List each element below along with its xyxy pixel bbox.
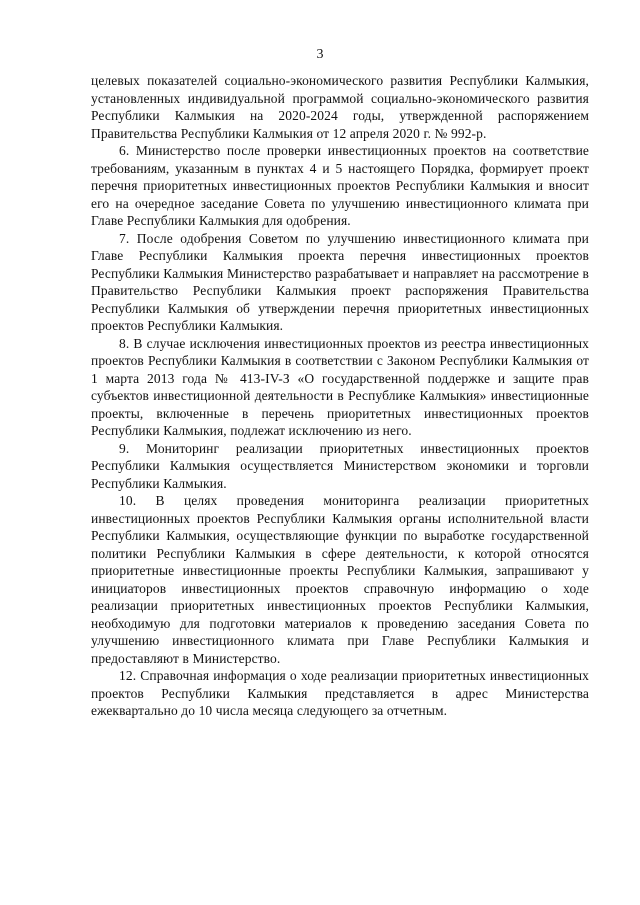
page-number: 3 xyxy=(316,47,324,62)
paragraph-10: 10. В целях проведения мониторинга реализации приоритетных инвестиционных проектов Республики Калмыкия органы исполнительной власти Республики Калмыкия, осуществляющие функции по выработке государственной политики Республики Калмыкия в сфере деятельности, к которой относятся приоритетные инвестиционные проекты Республики Калмыкия, запрашивают у инициаторов инвестиционных проектов справочную информацию о ходе реализации приоритетных инвестиционных проектов Республики Калмыкия, необходимую для подготовки материалов к проведению заседания Совета по улучшению инвестиционного климата при Главе Республики Калмыкия и предоставляют в Министерство. xyxy=(91,493,589,666)
document-body xyxy=(91,72,589,720)
paragraph-7: 7. После одобрения Советом по улучшению инвестиционного климата при Главе Республики Калмыкия проекта перечня инвестиционных проектов Республики Калмыкия Министерство разрабатывает и направляет на рассмотрение в Правительство Республики Калмыкия проект распоряжения Правительства Республики Калмыкия об утверждении перечня приоритетных инвестиционных проектов Республики Калмыкия. xyxy=(91,230,589,333)
paragraph-9: 9. Мониторинг реализации приоритетных инвестиционных проектов Республики Калмыкия осуществляется Министерством экономики и торговли Республики Калмыкия. xyxy=(91,440,589,491)
paragraph-12: 12. Справочная информация о ходе реализации приоритетных инвестиционных проектов Республики Калмыкия представляется в адрес Министерства ежеквартально до 10 числа месяца следующего за отчетным. xyxy=(91,668,589,718)
paragraph-continuation: целевых показателей социально-экономического развития Республики Калмыкия, установленных индивидуальной программой социально-экономического развития Республики Калмыкия на 2020-2024 годы, утвержденной распоряжением Правительства Республики Калмыкия от 12 апреля 2020 г. № 992-р. xyxy=(91,73,589,141)
paragraph-8: 8. В случае исключения инвестиционных проектов из реестра инвестиционных проектов Республики Калмыкия в соответствии с Законом Республики Калмыкия от 1 марта 2013 года № 413-IV-З «О государственной поддержке и защите прав субъектов инвестиционной деятельности в Республике Калмыкия» инвестиционные проекты, включенные в перечень приоритетных инвестиционных проектов Республики Калмыкия, подлежат исключению из него. xyxy=(91,335,589,438)
paragraph-6: 6. Министерство после проверки инвестиционных проектов на соответствие требованиям, указанным в пунктах 4 и 5 настоящего Порядка, формирует проект перечня приоритетных инвестиционных проектов Республики Калмыкия и вносит его на очередное заседание Совета по улучшению инвестиционного климата при Главе Республики Калмыкия для одобрения. xyxy=(91,143,589,228)
